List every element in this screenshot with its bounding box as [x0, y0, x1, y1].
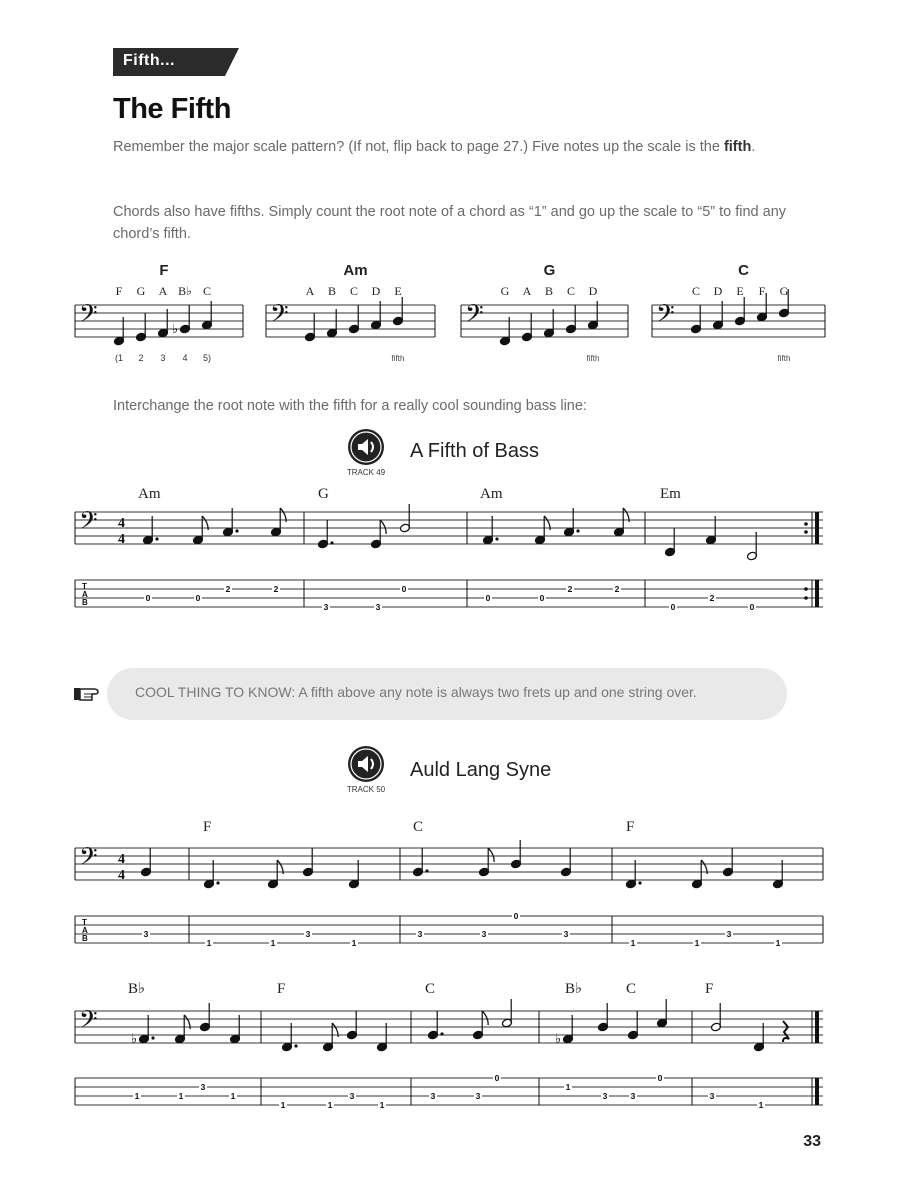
- bass-clef-icon: 𝄢: [79, 298, 98, 333]
- bass-clef-icon: 𝄢: [79, 505, 98, 540]
- fifth-label: fifth: [777, 354, 791, 363]
- scale-degree: 4: [182, 353, 188, 363]
- tab-number: 1: [379, 1100, 385, 1110]
- song1-title: A Fifth of Bass: [410, 440, 539, 462]
- song2-chord: F: [626, 819, 635, 835]
- tab-number: 3: [305, 929, 311, 939]
- song2-chord: C: [425, 981, 436, 997]
- scale-note-name: B♭: [178, 284, 192, 298]
- section-tab: [113, 48, 239, 76]
- tab-label: B: [82, 934, 88, 943]
- pointing-hand-icon: [72, 684, 102, 709]
- tab-number: 1: [230, 1091, 236, 1101]
- tab-number: 3: [726, 929, 732, 939]
- tab-number: 2: [225, 584, 231, 594]
- note-flag: [488, 848, 494, 862]
- fifth-label: fifth: [391, 354, 405, 363]
- song2-chord: B♭: [128, 981, 146, 997]
- tab-number: 3: [602, 1091, 608, 1101]
- tab-number: 1: [351, 938, 357, 948]
- tab-label: A: [82, 926, 88, 935]
- tab-label: A: [82, 590, 88, 599]
- scale-note-name: D: [371, 284, 381, 298]
- tab-number: 2: [273, 584, 279, 594]
- scale-note-name: A: [158, 284, 168, 298]
- song2-chord: F: [705, 981, 714, 997]
- repeat-dot: [804, 596, 808, 600]
- final-barline: [815, 1078, 819, 1105]
- scale-note-name: B: [544, 284, 554, 298]
- tab-number: 3: [630, 1091, 636, 1101]
- song2-chord: C: [626, 981, 637, 997]
- tab-number: 1: [178, 1091, 184, 1101]
- scale-note-name: C: [349, 284, 359, 298]
- note-dot: [440, 1032, 443, 1035]
- bass-clef-icon: 𝄢: [79, 841, 98, 876]
- tab-number: 0: [195, 593, 201, 603]
- song1-chord: Em: [660, 486, 681, 502]
- note-dot: [294, 1044, 297, 1047]
- time-sig-bottom: 4: [118, 868, 125, 883]
- paragraph-chord-fifths: Chords also have fifths. Simply count the root note of a chord as “1” and go up the scale to “5” to find any chord’s fifth.: [113, 204, 787, 242]
- bass-clef-icon: 𝄢: [465, 298, 484, 333]
- tab-number: 1: [134, 1091, 140, 1101]
- song2-title: Auld Lang Syne: [410, 759, 552, 781]
- repeat-dot: [804, 530, 808, 534]
- note-dot: [155, 537, 158, 540]
- song1-speaker-icon: [347, 428, 385, 471]
- tab-number: 3: [375, 602, 381, 612]
- tab-number: 1: [206, 938, 212, 948]
- scale-note-name: F: [758, 284, 766, 298]
- song1-chord: Am: [138, 486, 161, 502]
- para1-bold: fifth: [723, 139, 752, 155]
- song2-staff: [0, 810, 900, 1130]
- song2-speaker-icon: [347, 745, 385, 788]
- scale-chord-label: G: [543, 262, 556, 279]
- scale-note-name: E: [736, 284, 744, 298]
- tab-number: 1: [565, 1082, 571, 1092]
- quarter-rest-icon: [783, 1021, 789, 1042]
- scale-note-name: G: [500, 284, 510, 298]
- scale-chord-label: F: [159, 262, 169, 279]
- scale-note-name: C: [202, 284, 212, 298]
- tab-number: 3: [475, 1091, 481, 1101]
- note-dot: [495, 537, 498, 540]
- note-dot: [576, 529, 579, 532]
- song2-track: TRACK 50: [346, 785, 386, 794]
- song1-chord: Am: [480, 486, 503, 502]
- scale-examples-staff: [0, 255, 900, 375]
- page-number: 33: [803, 1133, 821, 1150]
- tab-number: 0: [485, 593, 491, 603]
- scale-note-name: G: [136, 284, 146, 298]
- tab-number: 3: [349, 1091, 355, 1101]
- song2-chord: F: [203, 819, 212, 835]
- tab-number: 3: [481, 929, 487, 939]
- page-title: The Fifth: [113, 93, 231, 125]
- section-tab-label: Fifth...: [123, 52, 175, 69]
- bass-clef-icon: 𝄢: [79, 1004, 98, 1039]
- scale-chord-label: C: [738, 262, 749, 279]
- song1-staff: [0, 480, 900, 640]
- time-sig-top: 4: [118, 852, 125, 867]
- paragraph-interchange: Interchange the root note with the fifth for a really cool sounding bass line:: [113, 398, 587, 414]
- note-dot: [425, 869, 428, 872]
- tab-number: 3: [143, 929, 149, 939]
- repeat-dot: [804, 522, 808, 526]
- para1-text: Remember the major scale pattern? (If not, flip back to page 27.) Five notes up the scale is the: [113, 139, 720, 155]
- flat-sign: ♭: [555, 1032, 562, 1047]
- scale-note-name: C: [566, 284, 576, 298]
- note-dot: [151, 1036, 154, 1039]
- tab-label: T: [82, 918, 87, 927]
- tab-number: 1: [775, 938, 781, 948]
- scale-degree: 2: [138, 353, 144, 363]
- song2-notation: [0, 810, 900, 1130]
- cool-thing-text: COOL THING TO KNOW: A fifth above any note is always two frets up and one string over.: [135, 684, 697, 700]
- tab-number: 0: [670, 602, 676, 612]
- final-barline: [815, 512, 819, 544]
- scale-degree: (1: [114, 353, 124, 363]
- tab-number: 2: [567, 584, 573, 594]
- tab-number: 1: [270, 938, 276, 948]
- note-dot: [638, 881, 641, 884]
- scale-note-name: C: [691, 284, 701, 298]
- time-sig-top: 4: [118, 516, 125, 531]
- scale-note-name: B: [327, 284, 337, 298]
- flat-sign: ♭: [172, 322, 179, 337]
- song1-notation: [0, 480, 900, 640]
- bass-clef-icon: 𝄢: [656, 298, 675, 333]
- flat-sign: ♭: [131, 1032, 138, 1047]
- tab-number: 0: [401, 584, 407, 594]
- song1-track: TRACK 49: [346, 468, 386, 477]
- tab-number: 3: [417, 929, 423, 939]
- fifth-label: fifth: [586, 354, 600, 363]
- bass-clef-icon: 𝄢: [270, 298, 289, 333]
- paragraph-scale-pattern: [113, 136, 803, 158]
- para1-end: .: [751, 139, 756, 155]
- tab-number: 0: [657, 1073, 663, 1083]
- scale-note-name: A: [305, 284, 315, 298]
- note-dot: [235, 529, 238, 532]
- note-dot: [330, 541, 333, 544]
- tab-number: 1: [694, 938, 700, 948]
- tab-number: 3: [430, 1091, 436, 1101]
- final-barline: [815, 1011, 819, 1043]
- note-flag: [482, 1011, 488, 1025]
- tab-number: 0: [145, 593, 151, 603]
- tab-number: 0: [539, 593, 545, 603]
- tab-number: 0: [749, 602, 755, 612]
- song2-chord: C: [413, 819, 424, 835]
- song2-chord: F: [277, 981, 286, 997]
- scale-note-name: F: [115, 284, 123, 298]
- tab-number: 1: [327, 1100, 333, 1110]
- time-sig-bottom: 4: [118, 532, 125, 547]
- note-dot: [216, 881, 219, 884]
- tab-number: 3: [709, 1091, 715, 1101]
- tab-number: 3: [563, 929, 569, 939]
- tab-number: 0: [494, 1073, 500, 1083]
- song1-chord: G: [318, 486, 329, 502]
- tab-number: 2: [614, 584, 620, 594]
- scale-note-name: A: [522, 284, 532, 298]
- tab-label: T: [82, 582, 87, 591]
- scale-examples: [0, 255, 900, 375]
- tab-number: 1: [280, 1100, 286, 1110]
- tab-number: 1: [758, 1100, 764, 1110]
- scale-degree: 5): [202, 353, 212, 363]
- repeat-dot: [804, 587, 808, 591]
- song2-chord: B♭: [565, 981, 583, 997]
- scale-note-name: E: [394, 284, 402, 298]
- scale-chord-label: Am: [343, 262, 368, 279]
- tab-number: 2: [709, 593, 715, 603]
- scale-note-name: D: [713, 284, 723, 298]
- final-barline: [815, 580, 819, 607]
- cool-thing-callout: [107, 668, 787, 720]
- note-flag: [380, 520, 386, 534]
- tab-number: 3: [323, 602, 329, 612]
- tab-number: 3: [200, 1082, 206, 1092]
- tab-label: B: [82, 598, 88, 607]
- scale-note-name: G: [779, 284, 789, 298]
- scale-degree: 3: [160, 353, 166, 363]
- tab-number: 0: [513, 911, 519, 921]
- scale-note-name: D: [588, 284, 598, 298]
- tab-number: 1: [630, 938, 636, 948]
